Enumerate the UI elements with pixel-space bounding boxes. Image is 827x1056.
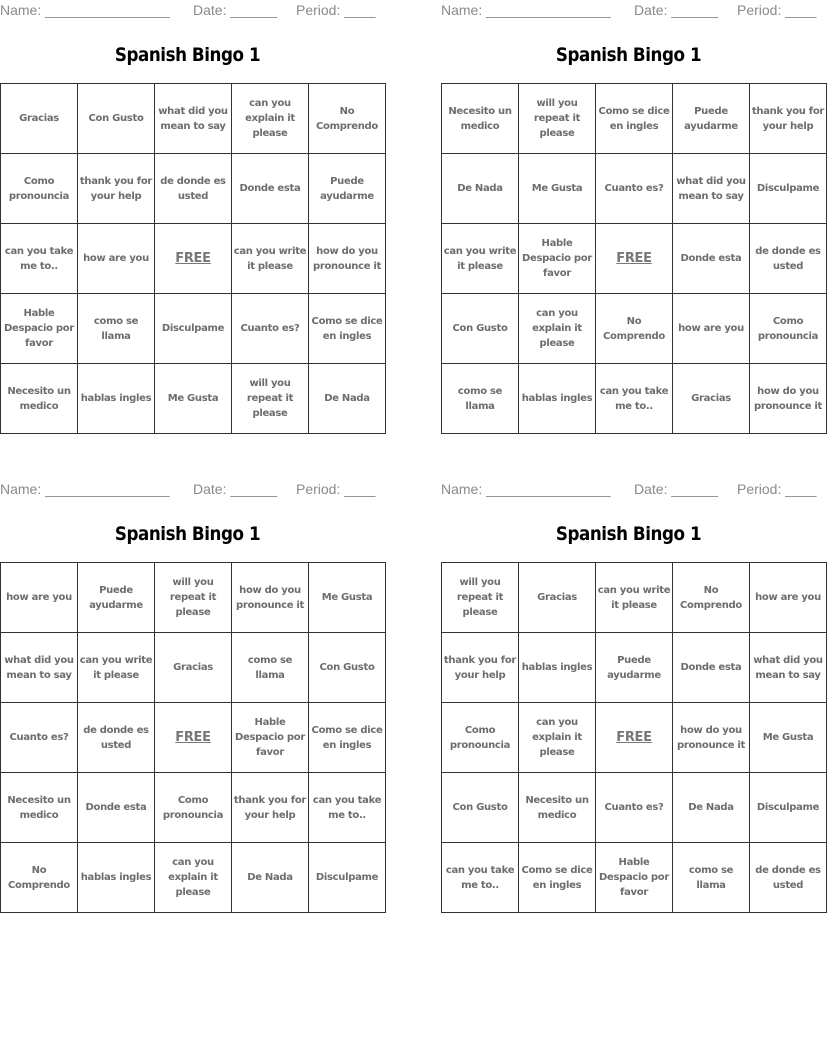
bingo-cell-text: De Nada xyxy=(688,802,734,813)
bingo-cell-text: Me Gusta xyxy=(531,183,583,194)
bingo-free-space xyxy=(596,703,673,773)
bingo-cell xyxy=(673,224,750,294)
bingo-cell-text: Me Gusta xyxy=(762,732,814,743)
bingo-cell xyxy=(1,563,78,633)
bingo-cell-text: de donde es usted xyxy=(755,245,821,272)
bingo-cell xyxy=(78,843,155,913)
bingo-cell-text: como se llama xyxy=(457,385,503,412)
bingo-cell-text: Con Gusto xyxy=(452,323,508,334)
student-info-header xyxy=(0,0,375,20)
bingo-cell-text: Como pronouncia xyxy=(757,315,819,342)
bingo-cell-text: hablas ingles xyxy=(521,393,593,404)
bingo-cell-text: how are you xyxy=(678,323,744,334)
bingo-cell-text: como se llama xyxy=(93,315,139,342)
bingo-cell-text: Como pronouncia xyxy=(449,724,511,751)
bingo-cell xyxy=(673,84,750,154)
bingo-cell-text: Cuanto es? xyxy=(604,183,664,194)
bingo-cell xyxy=(596,364,673,434)
bingo-cell-text: Hable Despacio por favor xyxy=(598,857,669,898)
bingo-cell xyxy=(596,633,673,703)
bingo-cell-text: Hable Despacio por favor xyxy=(234,717,305,758)
bingo-cell-text: Gracias xyxy=(19,113,59,124)
date-field: Date: ______ xyxy=(634,2,719,18)
bingo-cell-text: Hable Despacio por favor xyxy=(3,308,74,349)
bingo-cell xyxy=(673,703,750,773)
bingo-cell-text: thank you for your help xyxy=(79,175,153,202)
bingo-cell xyxy=(750,633,827,703)
bingo-cell xyxy=(232,773,309,843)
bingo-cell xyxy=(519,633,596,703)
bingo-row xyxy=(1,703,386,773)
card-title: Spanish Bingo 1 xyxy=(555,44,702,66)
bingo-cell xyxy=(673,773,750,843)
bingo-cell xyxy=(78,364,155,434)
bingo-cell xyxy=(78,563,155,633)
bingo-cell-text: Donde esta xyxy=(680,253,742,264)
bingo-cell-text: FREE xyxy=(616,729,652,745)
bingo-cell-text: what did you mean to say xyxy=(4,654,74,681)
bingo-cell-text: can you explain it please xyxy=(532,308,582,349)
bingo-cell-text: Con Gusto xyxy=(452,802,508,813)
bingo-cell xyxy=(309,703,386,773)
bingo-cell xyxy=(673,154,750,224)
bingo-cell xyxy=(750,563,827,633)
student-info-header xyxy=(441,479,816,499)
bingo-cell xyxy=(155,843,232,913)
bingo-cell xyxy=(78,703,155,773)
bingo-cell xyxy=(750,84,827,154)
bingo-cell xyxy=(673,563,750,633)
bingo-cell xyxy=(232,154,309,224)
bingo-cell-text: Donde esta xyxy=(680,662,742,673)
bingo-cell xyxy=(1,154,78,224)
bingo-row xyxy=(442,703,827,773)
bingo-cell-text: Cuanto es? xyxy=(9,732,69,743)
bingo-cell xyxy=(596,84,673,154)
bingo-cell xyxy=(232,224,309,294)
bingo-cell-text: FREE xyxy=(175,250,211,266)
bingo-cell-text: can you explain it please xyxy=(245,98,295,139)
bingo-cell-text: FREE xyxy=(175,729,211,745)
bingo-cell xyxy=(155,84,232,154)
bingo-cell-text: Cuanto es? xyxy=(240,323,300,334)
bingo-cell xyxy=(519,84,596,154)
bingo-cell xyxy=(442,773,519,843)
bingo-cell-text: Como se dice en ingles xyxy=(311,315,383,342)
bingo-cell-text: Puede ayudarme xyxy=(607,654,661,681)
bingo-cell-text: thank you for your help xyxy=(443,654,517,681)
bingo-cell-text: Puede ayudarme xyxy=(89,584,143,611)
bingo-cell-text: thank you for your help xyxy=(751,105,825,132)
bingo-row xyxy=(1,154,386,224)
bingo-cell xyxy=(232,843,309,913)
bingo-cell-text: Me Gusta xyxy=(321,592,373,603)
bingo-cell xyxy=(596,563,673,633)
period-field: Period: ____ xyxy=(737,2,817,18)
bingo-row xyxy=(1,563,386,633)
bingo-cell xyxy=(78,224,155,294)
bingo-cell-text: will you repeat it please xyxy=(456,577,504,618)
bingo-cell xyxy=(309,633,386,703)
bingo-row xyxy=(442,843,827,913)
bingo-cell xyxy=(673,843,750,913)
bingo-cell-text: can you write it please xyxy=(233,245,307,272)
bingo-row xyxy=(1,84,386,154)
bingo-row xyxy=(1,843,386,913)
bingo-cell xyxy=(78,773,155,843)
student-info-header xyxy=(441,0,816,20)
bingo-cell xyxy=(442,364,519,434)
bingo-cell xyxy=(155,563,232,633)
bingo-cell-text: can you take me to.. xyxy=(4,245,74,272)
bingo-cell-text: will you repeat it please xyxy=(533,98,581,139)
bingo-row xyxy=(1,633,386,703)
bingo-cell-text: will you repeat it please xyxy=(169,577,217,618)
bingo-cell xyxy=(750,703,827,773)
bingo-cell xyxy=(1,843,78,913)
bingo-cell xyxy=(232,364,309,434)
bingo-cell xyxy=(673,294,750,364)
period-field: Period: ____ xyxy=(296,481,376,497)
bingo-row xyxy=(1,773,386,843)
bingo-row xyxy=(442,773,827,843)
bingo-cell-text: No Comprendo xyxy=(603,315,665,342)
bingo-cell xyxy=(155,294,232,364)
bingo-cell xyxy=(750,843,827,913)
bingo-cell-text: Con Gusto xyxy=(88,113,144,124)
card-title: Spanish Bingo 1 xyxy=(114,523,261,545)
name-field: Name: ________________ xyxy=(441,2,611,18)
bingo-cell-text: can you explain it please xyxy=(168,857,218,898)
bingo-cell-text: como se llama xyxy=(247,654,293,681)
bingo-cell-text: can you write it please xyxy=(443,245,517,272)
bingo-cell-text: Gracias xyxy=(173,662,213,673)
bingo-cell xyxy=(442,563,519,633)
bingo-cell xyxy=(232,703,309,773)
bingo-cell xyxy=(750,224,827,294)
bingo-cell xyxy=(1,364,78,434)
name-field: Name: ________________ xyxy=(0,481,170,497)
bingo-grid xyxy=(441,83,827,434)
bingo-cell-text: what did you mean to say xyxy=(753,654,823,681)
bingo-cell xyxy=(596,773,673,843)
bingo-cell-text: how do you pronounce it xyxy=(313,245,381,272)
bingo-cell-text: how are you xyxy=(755,592,821,603)
bingo-cell xyxy=(519,294,596,364)
bingo-cell xyxy=(309,224,386,294)
bingo-cell-text: Necesito un medico xyxy=(7,794,71,821)
bingo-cell-text: como se llama xyxy=(688,864,734,891)
bingo-cell-text: what did you mean to say xyxy=(676,175,746,202)
bingo-cell xyxy=(309,84,386,154)
bingo-cell xyxy=(78,154,155,224)
bingo-cell-text: Gracias xyxy=(691,393,731,404)
bingo-cell-text: De Nada xyxy=(247,872,293,883)
date-field: Date: ______ xyxy=(634,481,719,497)
bingo-cell-text: FREE xyxy=(616,250,652,266)
bingo-cell-text: will you repeat it please xyxy=(246,378,294,419)
bingo-cell-text: Cuanto es? xyxy=(604,802,664,813)
bingo-cell-text: how do you pronounce it xyxy=(754,385,822,412)
bingo-cell-text: Disculpame xyxy=(315,872,379,883)
bingo-cell-text: can you take me to.. xyxy=(445,864,515,891)
bingo-row xyxy=(442,563,827,633)
period-field: Period: ____ xyxy=(296,2,376,18)
bingo-row xyxy=(1,364,386,434)
bingo-cell-text: how do you pronounce it xyxy=(677,724,745,751)
bingo-cell xyxy=(232,294,309,364)
bingo-cell-text: Con Gusto xyxy=(319,662,375,673)
bingo-cell xyxy=(309,563,386,633)
bingo-cell xyxy=(309,843,386,913)
bingo-cell-text: Necesito un medico xyxy=(7,385,71,412)
bingo-cell xyxy=(519,364,596,434)
bingo-cell-text: how do you pronounce it xyxy=(236,584,304,611)
bingo-cell xyxy=(232,84,309,154)
bingo-cell-text: hablas ingles xyxy=(80,872,152,883)
bingo-cell-text: can you take me to.. xyxy=(599,385,669,412)
bingo-cell xyxy=(596,294,673,364)
bingo-cell-text: what did you mean to say xyxy=(158,105,228,132)
bingo-cell-text: De Nada xyxy=(457,183,503,194)
card-title: Spanish Bingo 1 xyxy=(114,44,261,66)
bingo-cell-text: Como pronouncia xyxy=(8,175,70,202)
bingo-cell xyxy=(78,294,155,364)
bingo-cell xyxy=(750,154,827,224)
bingo-cell xyxy=(309,154,386,224)
name-field: Name: ________________ xyxy=(441,481,611,497)
bingo-cell-text: Me Gusta xyxy=(167,393,219,404)
bingo-cell xyxy=(442,703,519,773)
bingo-cell xyxy=(519,224,596,294)
bingo-cell xyxy=(232,633,309,703)
bingo-cell xyxy=(673,633,750,703)
bingo-cell xyxy=(155,633,232,703)
student-info-header xyxy=(0,479,375,499)
bingo-cell-text: Como se dice en ingles xyxy=(521,864,593,891)
bingo-free-space xyxy=(596,224,673,294)
name-field: Name: ________________ xyxy=(0,2,170,18)
period-field: Period: ____ xyxy=(737,481,817,497)
bingo-grid xyxy=(441,562,827,913)
bingo-cell-text: de donde es usted xyxy=(160,175,226,202)
bingo-cell xyxy=(1,224,78,294)
bingo-cell xyxy=(519,773,596,843)
bingo-cell-text: Necesito un medico xyxy=(448,105,512,132)
bingo-cell-text: how are you xyxy=(6,592,72,603)
bingo-cell-text: hablas ingles xyxy=(80,393,152,404)
bingo-cell xyxy=(442,224,519,294)
bingo-cell xyxy=(519,843,596,913)
bingo-cell-text: No Comprendo xyxy=(8,864,70,891)
bingo-cell xyxy=(309,773,386,843)
bingo-cell-text: De Nada xyxy=(324,393,370,404)
bingo-cell xyxy=(442,843,519,913)
bingo-cell-text: Hable Despacio por favor xyxy=(521,238,592,279)
bingo-cell-text: Disculpame xyxy=(756,802,820,813)
bingo-cell-text: de donde es usted xyxy=(83,724,149,751)
bingo-grid xyxy=(0,83,386,434)
bingo-cell-text: No Comprendo xyxy=(316,105,378,132)
bingo-cell-text: Disculpame xyxy=(756,183,820,194)
bingo-cell xyxy=(78,633,155,703)
bingo-cell xyxy=(442,633,519,703)
bingo-cell xyxy=(1,633,78,703)
bingo-cell xyxy=(309,294,386,364)
bingo-cell xyxy=(155,154,232,224)
bingo-cell-text: can you explain it please xyxy=(532,717,582,758)
bingo-cell xyxy=(750,773,827,843)
bingo-cell-text: Como pronouncia xyxy=(162,794,224,821)
bingo-cell-text: de donde es usted xyxy=(755,864,821,891)
bingo-free-space xyxy=(155,703,232,773)
bingo-cell xyxy=(442,84,519,154)
bingo-row xyxy=(442,84,827,154)
bingo-cell-text: hablas ingles xyxy=(521,662,593,673)
bingo-cell-text: No Comprendo xyxy=(680,584,742,611)
bingo-cell-text: Necesito un medico xyxy=(525,794,589,821)
bingo-row xyxy=(442,364,827,434)
bingo-row xyxy=(442,224,827,294)
bingo-cell xyxy=(155,773,232,843)
bingo-cell xyxy=(1,294,78,364)
bingo-cell xyxy=(442,294,519,364)
bingo-cell xyxy=(519,703,596,773)
bingo-cell xyxy=(155,364,232,434)
bingo-cell-text: can you take me to.. xyxy=(312,794,382,821)
bingo-cell-text: can you write it please xyxy=(79,654,153,681)
bingo-cell xyxy=(519,154,596,224)
bingo-cell-text: Gracias xyxy=(537,592,577,603)
date-field: Date: ______ xyxy=(193,2,278,18)
bingo-row xyxy=(442,294,827,364)
bingo-cell-text: Donde esta xyxy=(85,802,147,813)
bingo-cell-text: Puede ayudarme xyxy=(320,175,374,202)
bingo-row xyxy=(442,633,827,703)
date-field: Date: ______ xyxy=(193,481,278,497)
bingo-cell-text: Como se dice en ingles xyxy=(311,724,383,751)
bingo-cell-text: how are you xyxy=(83,253,149,264)
bingo-free-space xyxy=(155,224,232,294)
bingo-row xyxy=(442,154,827,224)
bingo-cell-text: can you write it please xyxy=(597,584,671,611)
bingo-cell xyxy=(519,563,596,633)
bingo-cell xyxy=(309,364,386,434)
bingo-cell-text: thank you for your help xyxy=(233,794,307,821)
bingo-cell xyxy=(1,773,78,843)
bingo-grid xyxy=(0,562,386,913)
bingo-cell-text: Disculpame xyxy=(161,323,225,334)
card-title: Spanish Bingo 1 xyxy=(555,523,702,545)
bingo-cell-text: Puede ayudarme xyxy=(684,105,738,132)
bingo-cell xyxy=(442,154,519,224)
bingo-cell xyxy=(596,843,673,913)
bingo-cell xyxy=(1,703,78,773)
bingo-cell xyxy=(750,364,827,434)
bingo-cell-text: Donde esta xyxy=(239,183,301,194)
bingo-cell xyxy=(1,84,78,154)
bingo-cell xyxy=(78,84,155,154)
bingo-cell xyxy=(750,294,827,364)
bingo-row xyxy=(1,294,386,364)
bingo-cell-text: Como se dice en ingles xyxy=(598,105,670,132)
bingo-cell xyxy=(596,154,673,224)
bingo-cell xyxy=(232,563,309,633)
bingo-row xyxy=(1,224,386,294)
bingo-cell xyxy=(673,364,750,434)
